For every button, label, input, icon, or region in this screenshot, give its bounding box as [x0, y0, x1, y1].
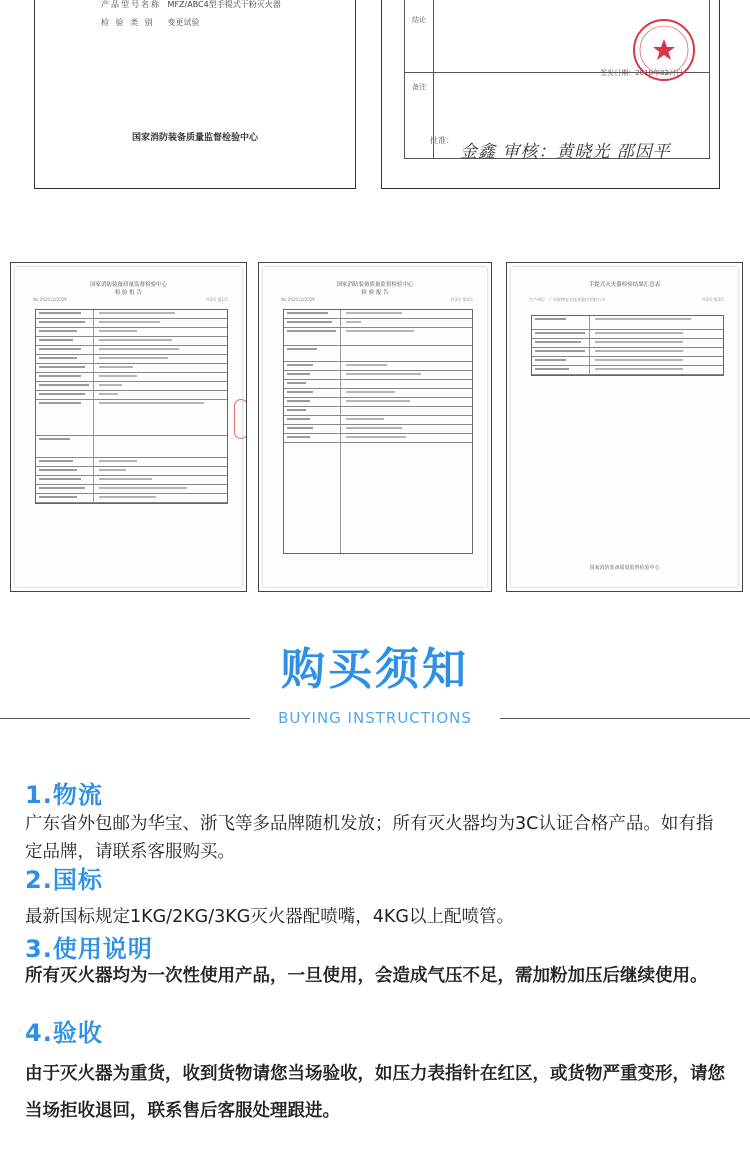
remark-label: 备注: [412, 83, 426, 91]
report-1-number: No Zb2012/2029: [33, 297, 67, 302]
national-standard-text: 最新国标规定1KG/2KG/3KG灭火器配喷嘴，4KG以上配喷管。: [25, 907, 514, 927]
report-3-page: 共3页 第3页: [701, 297, 724, 302]
national-standard-heading: 2.国标: [25, 866, 103, 894]
certificate-cover-image: [34, 0, 356, 189]
certificate-signature-page-image: [381, 0, 720, 189]
section-subtitle: BUYING INSTRUCTIONS: [278, 709, 472, 727]
conclusion-label: 结论: [412, 16, 426, 24]
issue-date: 签发日期：2018年02月日: [600, 69, 683, 77]
report-1-page: 共3页 第1页: [205, 297, 228, 302]
report-1-table: [35, 309, 228, 504]
inspection-center-name: 国家消防装备质量监督检验中心: [131, 133, 258, 143]
report-2-number: No Zb2012/2029: [281, 297, 315, 302]
inspection-report-page-2: [258, 262, 492, 592]
logistics-text: 广东省外包邮为华宝、浙飞等多品牌随机发放；所有灭火器均为3C认证合格产品。如有指定品牌，请联系客服购买。: [25, 814, 714, 862]
acceptance-text: 由于灭火器为重货，收到货物请您当场验收，如压力表指针在红区，或货物严重变形，请您当场拒收退回，联系售后客服处理跟进。: [25, 1064, 725, 1121]
inspection-summary-table-page: [506, 262, 743, 592]
product-model-value: MFZ/ABC4型手提式干粉灭火器: [167, 0, 281, 9]
report-1-edge-stamp: [234, 399, 247, 439]
report-1-subtitle: 检 验 报 告: [114, 290, 143, 296]
report-3-title: 手提式灭火器检验结果汇总表: [588, 282, 661, 288]
product-model-label: 产品型号名称: [101, 0, 161, 9]
certificate-images-row: [0, 0, 750, 200]
section-title: 购买须知: [281, 644, 469, 695]
report-3-table: [531, 315, 724, 376]
usage-instructions-text: 所有灭火器均为一次性使用产品，一旦使用，会造成气压不足，需加粉加压后继续使用。: [25, 966, 708, 986]
report-2-title: 国家消防装备质量监督检验中心: [336, 282, 414, 288]
usage-instructions-heading: 3.使用说明: [25, 935, 153, 963]
report-1-title: 国家消防装备质量监督检验中心: [89, 282, 167, 288]
report-3-footer: 国家消防装备质量监督检验中心: [589, 565, 660, 571]
report-3-manufacturer: 生产单位：广东琨博安全技术股份有限公司: [529, 297, 605, 302]
red-seal-stamp: [631, 17, 697, 83]
section-divider-left: [0, 718, 250, 719]
inspection-type-value: 变更试验: [167, 18, 200, 27]
inspection-report-page-1: [10, 262, 247, 592]
report-2-page: 共3页 第2页: [450, 297, 473, 302]
logistics-heading: 1.物流: [25, 781, 103, 809]
inspection-type-label: 检 验 类 别: [101, 18, 155, 27]
section-divider-right: [500, 718, 750, 719]
report-2-subtitle: 检 验 报 告: [361, 290, 389, 296]
product-model-line: [101, 0, 281, 10]
approval-label: 批准：: [430, 136, 454, 145]
report-2-table: [283, 309, 473, 554]
acceptance-heading: 4.验收: [25, 1019, 103, 1047]
inspection-type-line: [101, 17, 200, 28]
handwritten-signatures: 金鑫 审核：黄晓光 邵因平: [460, 142, 671, 162]
